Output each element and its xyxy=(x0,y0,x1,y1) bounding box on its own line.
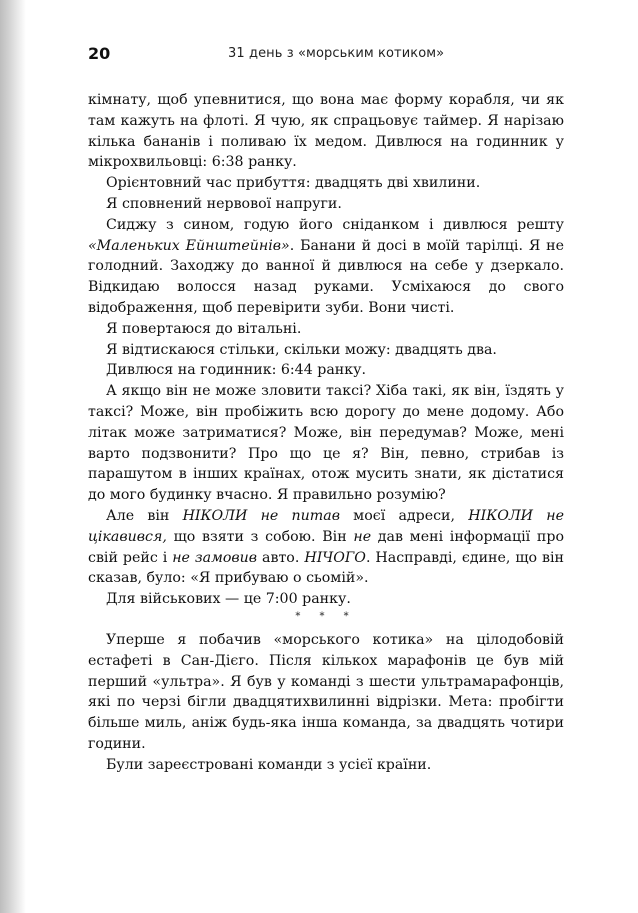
italic-emphasis: НІЧОГО xyxy=(304,549,366,566)
italic-title: «Маленьких Ейнштейнів» xyxy=(88,237,290,254)
paragraph: Я повертаюся до вітальні. xyxy=(106,320,302,337)
paragraph: Уперше я побачив «морського котика» на цілодобовій естафеті в Сан-Дієго. Після кількох марафонів це був мій перший «ультра». Я був у команді з шести ультрамарафонців, які по черзі бігли двадцятихвилинні відрізки. Мета: пробігти більше миль, аніж будь-яка інша команда, за двадцять чотири години. xyxy=(88,631,564,752)
section-separator: * * * xyxy=(295,610,357,622)
text-run: Але він xyxy=(106,507,183,524)
italic-emphasis: не xyxy=(353,528,372,545)
paragraph xyxy=(88,506,564,589)
text-run: . Насправді, єдине, що він сказав, було: «Я прибуваю о сьомій». xyxy=(88,549,565,587)
page-number: 20 xyxy=(88,44,111,63)
body-text xyxy=(88,90,564,776)
text-run: моєї адреси, xyxy=(339,507,469,524)
italic-emphasis: НІКОЛИ не цікавився, xyxy=(88,507,564,545)
text-run: дав мені інформації про свій рейс і xyxy=(88,528,564,566)
paragraph: кімнату, щоб упевнитися, що вона має форму корабля, чи як там кажуть на флоті. Я чую, як спрацьовує таймер. Я нарізаю кілька бананів і поливаю їх медом. Дивлюся на годинник у мікрохвильовці: 6:38 ранку. xyxy=(88,92,564,171)
paragraph xyxy=(88,215,564,319)
paragraph: Були зареєстровані команди з усієї країни. xyxy=(106,756,432,773)
running-title: 31 день з «морським котиком» xyxy=(228,46,445,61)
paragraph: Я сповнений нервової напруги. xyxy=(106,195,342,212)
paragraph: Для військових — це 7:00 ранку. xyxy=(106,591,351,608)
text-run: . Банани й досі в моїй тарілці. Я не голодний. Заходжу до ванної й дивлюся на себе у дзеркало. Відкидаю волосся назад руками. Усміхаюся до свого відображення, щоб перевірити зуби. Вони чисті. xyxy=(88,237,564,316)
italic-emphasis: не замовив xyxy=(172,549,258,566)
paragraph: Орієнтовний час прибуття: двадцять дві хвилини. xyxy=(106,175,481,192)
paragraph: А якщо він не може зловити таксі? Хіба такі, як він, їздять у таксі? Може, він пробіжить всю дорогу до мене додому. Або літак може затриматися? Може, він передумав? Може, мені варто подзвонити? Про що це я? Він, певно, стрибав із парашутом в інших країнах, отож мусить знати, як дістатися до мого будинку вчасно. Я правильно розумію? xyxy=(88,383,564,504)
text-run: що взяти з собою. Він xyxy=(166,528,354,545)
paragraph: Я відтискаюся стільки, скільки можу: двадцять два. xyxy=(106,341,497,358)
text-run: Сиджу з сином, годую його сніданком і дивлюся решту xyxy=(106,216,564,233)
page-gutter-shadow xyxy=(0,0,26,913)
paragraph: Дивлюся на годинник: 6:44 ранку. xyxy=(106,362,366,379)
text-run: авто. xyxy=(257,549,305,566)
italic-emphasis: НІКОЛИ не питав xyxy=(182,507,340,524)
page-header xyxy=(88,44,564,64)
